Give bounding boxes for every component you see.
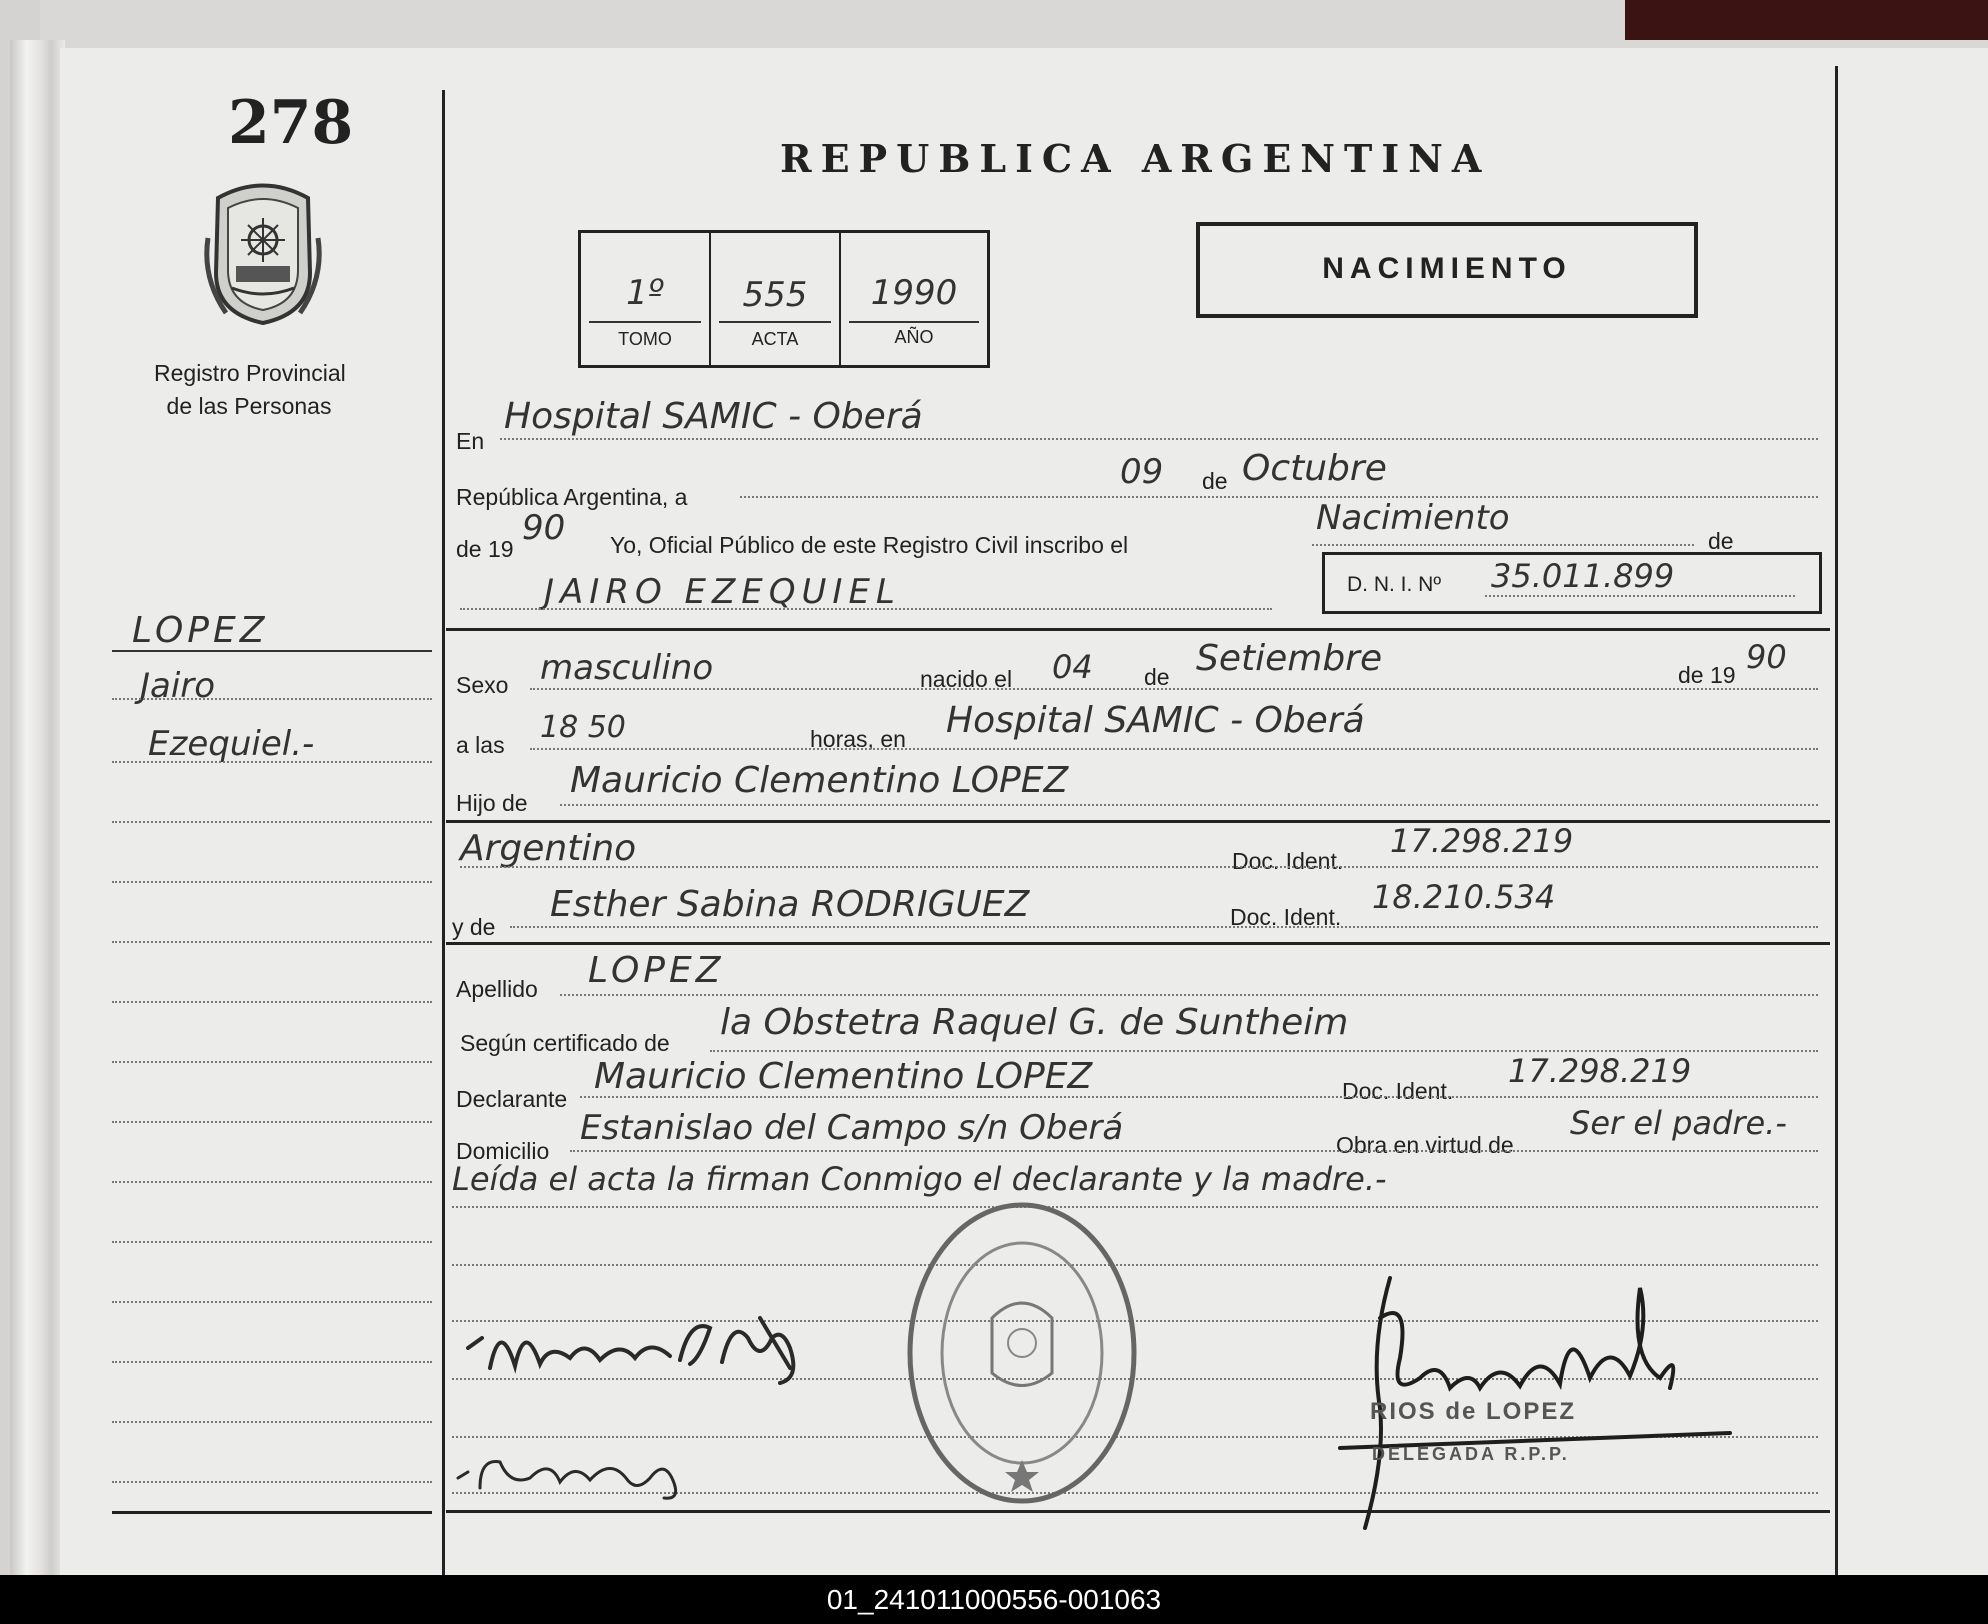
declarant-signature: [460, 1298, 840, 1388]
tomo-cell: [581, 233, 711, 365]
margin-first-name: Jairo: [140, 666, 216, 706]
yde-label: y de: [452, 914, 496, 940]
de19-label-b: de 19: [1678, 662, 1736, 688]
child-name: JAIRO EZEQUIEL: [544, 572, 901, 612]
sexo-label: Sexo: [456, 672, 509, 698]
obra-label: Obra en virtud de: [1336, 1132, 1514, 1158]
registry-round-stamp: [902, 1198, 1142, 1508]
dni-value: 35.011.899: [1491, 557, 1675, 595]
apellido-label: Apellido: [456, 976, 538, 1002]
apellido-line: [560, 994, 1818, 996]
father-doc-value: 17.298.219: [1390, 822, 1574, 860]
yde-line: [510, 926, 1818, 928]
dni-label: D. N. I. Nº: [1347, 573, 1442, 596]
page-number: 278: [228, 88, 354, 158]
day-value: 09: [1120, 452, 1164, 492]
father-value: Mauricio Clementino LOPEZ: [570, 760, 1069, 801]
certificate-value: la Obstetra Raquel G. de Suntheim: [720, 1002, 1349, 1043]
event-line: [1312, 544, 1694, 546]
obra-value: Ser el padre.-: [1570, 1104, 1787, 1142]
margin-second-name: Ezequiel.-: [148, 724, 315, 764]
sexo-line: [530, 688, 1818, 690]
child-name-line: [460, 608, 1272, 610]
hour-value: 18 50: [540, 710, 626, 745]
margin-line: [112, 1361, 432, 1363]
acta-value: 555: [742, 275, 808, 315]
month-value: Octubre: [1242, 448, 1387, 489]
alas-line: [530, 748, 1818, 750]
mother-value: Esther Sabina RODRIGUEZ: [550, 884, 1030, 925]
hijo-label: Hijo de: [456, 790, 528, 816]
republica-label: República Argentina, a: [456, 484, 688, 510]
de-end-label: de: [1708, 528, 1734, 554]
margin-surname: LOPEZ: [132, 610, 269, 651]
de-label: de: [1202, 468, 1228, 494]
dni-box: [1322, 552, 1822, 614]
mother-signature: [450, 1438, 690, 1508]
margin-line: [112, 881, 432, 883]
domicilio-label: Domicilio: [456, 1138, 550, 1164]
republica-line: [740, 496, 1818, 498]
margin-line: [112, 1061, 432, 1063]
margin-surname-line: [112, 650, 432, 652]
margin-line: [112, 1481, 432, 1483]
de19-label: de 19: [456, 536, 514, 562]
doc-ident-label-c: Doc. Ident.: [1342, 1078, 1454, 1104]
column-divider: [442, 90, 445, 1575]
margin-line: [112, 1001, 432, 1003]
section-rule: [446, 628, 1830, 631]
officer-name-stamp: RIOS de LOPEZ: [1370, 1398, 1577, 1425]
record-type: NACIMIENTO: [1322, 252, 1572, 285]
acta-underline: [719, 321, 831, 323]
margin-line: [112, 1121, 432, 1123]
declarante-doc-value: 17.298.219: [1508, 1052, 1692, 1090]
sexo-value: masculino: [540, 648, 714, 688]
record-type-box: [1196, 222, 1698, 318]
margin-line: [112, 698, 432, 700]
alas-label: a las: [456, 732, 505, 758]
register-page: [60, 48, 1988, 1575]
doc-ident-label-b: Doc. Ident.: [1230, 904, 1342, 930]
birth-year-suffix-value: 90: [1746, 638, 1787, 676]
segun-label: Según certificado de: [460, 1030, 670, 1056]
acta-cell: [711, 233, 841, 365]
country-title: REPUBLICA ARGENTINA: [780, 136, 1491, 181]
margin-bottom-rule: [112, 1511, 432, 1514]
margin-line: [112, 941, 432, 943]
tomo-underline: [589, 321, 701, 323]
anio-cell: [841, 233, 987, 365]
seal-caption-line1: Registro Provincial: [154, 360, 346, 386]
margin-line: [112, 761, 432, 763]
closing-text: Leída el acta la firman Conmigo el declarante y la madre.-: [452, 1160, 1387, 1198]
margin-line: [112, 821, 432, 823]
en-label: En: [456, 428, 485, 454]
en-line: [500, 438, 1818, 440]
declarante-label: Declarante: [456, 1086, 568, 1112]
seal-caption-line2: de las Personas: [166, 393, 332, 419]
event-value: Nacimiento: [1316, 498, 1510, 538]
oficial-text: Yo, Oficial Público de este Registro Civil inscribo el: [610, 532, 1129, 558]
anio-label: AÑO: [894, 327, 934, 347]
nacido-label: nacido el: [920, 666, 1013, 692]
birth-month-value: Setiembre: [1196, 638, 1383, 679]
domicilio-value: Estanislao del Campo s/n Oberá: [580, 1108, 1124, 1148]
de-label-b: de: [1144, 664, 1170, 690]
section-rule: [446, 942, 1830, 945]
officer-role-stamp: DELEGADA R.P.P.: [1372, 1444, 1570, 1464]
horas-en-label: horas, en: [810, 726, 906, 752]
right-border: [1835, 66, 1838, 1575]
province-seal-icon: [198, 178, 328, 328]
doc-ident-label: Doc. Ident.: [1232, 848, 1344, 874]
hijo-line: [560, 804, 1818, 806]
acta-label: ACTA: [751, 329, 799, 349]
section-rule: [446, 820, 1830, 823]
tomo-value: 1º: [626, 273, 664, 313]
registry-box: [578, 230, 990, 368]
nationality-line: [460, 866, 1818, 868]
margin-line: [112, 1241, 432, 1243]
father-nationality: Argentino: [460, 828, 637, 869]
margin-line: [112, 1181, 432, 1183]
declarante-value: Mauricio Clementino LOPEZ: [594, 1056, 1093, 1097]
tomo-label: TOMO: [618, 329, 672, 349]
apellido-value: LOPEZ: [588, 950, 725, 991]
anio-underline: [849, 321, 979, 323]
birth-place-value: Hospital SAMIC - Oberá: [946, 700, 1365, 741]
declarante-line: [580, 1096, 1818, 1098]
place-value: Hospital SAMIC - Oberá: [504, 396, 923, 437]
dni-line: [1485, 595, 1795, 597]
margin-line: [112, 1301, 432, 1303]
birth-day-value: 04: [1052, 648, 1093, 686]
image-id-footer: 01_241011000556-001063: [0, 1575, 1988, 1624]
anio-value: 1990: [870, 273, 958, 313]
domicilio-line: [570, 1150, 1818, 1152]
mother-doc-value: 18.210.534: [1372, 878, 1556, 916]
year-suffix-value: 90: [522, 508, 566, 548]
background-corner: [1625, 0, 1988, 40]
margin-line: [112, 1421, 432, 1423]
book-spine: [10, 40, 65, 1575]
